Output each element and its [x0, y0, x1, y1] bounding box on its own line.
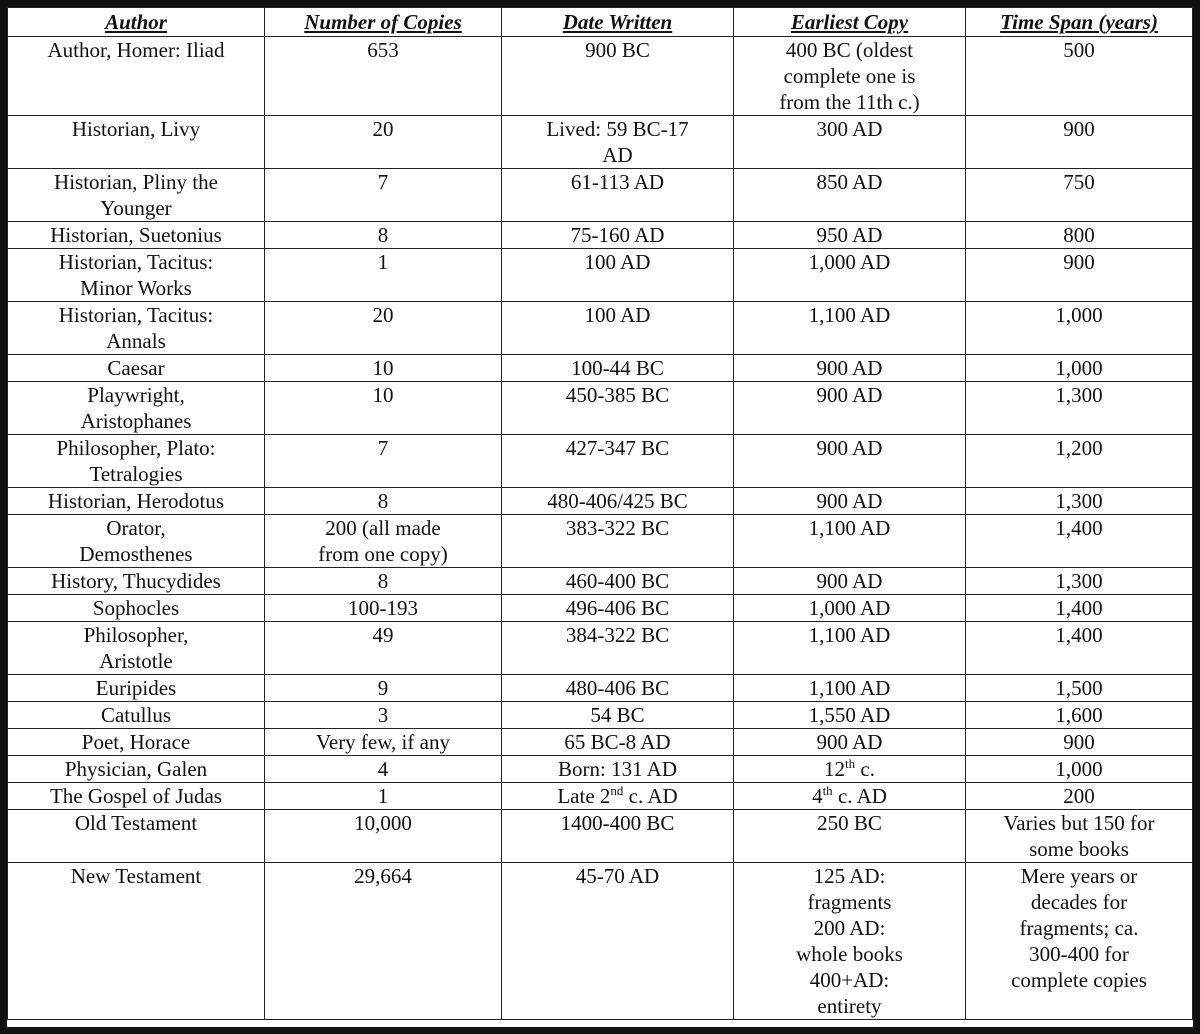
table-row [8, 488, 1193, 515]
cell-line: 400+AD: [809, 968, 890, 992]
cell-line: 100 AD [584, 250, 651, 274]
cell-line: 653 [367, 38, 399, 62]
cell-earliest-copy [734, 595, 966, 622]
cell-earliest-copy [734, 355, 966, 382]
cell-copies [265, 435, 502, 488]
cell-earliest-copy [734, 302, 966, 355]
cell-line: Orator, [106, 516, 166, 540]
cell-line: 49 [372, 623, 394, 647]
cell-time-span [966, 116, 1193, 169]
header-author: Author [8, 8, 265, 37]
header-date-written: Date Written [502, 8, 734, 37]
cell-line: Historian, Pliny the [54, 170, 218, 194]
cell-line: 1,550 AD [808, 703, 891, 727]
cell-time-span [966, 488, 1193, 515]
cell-time-span [966, 169, 1193, 222]
cell-copies [265, 249, 502, 302]
cell-line: 12th c. [824, 756, 875, 781]
cell-line: 450-385 BC [565, 383, 670, 407]
cell-line: 1400-400 BC [560, 811, 675, 835]
cell-line: Aristophanes [80, 409, 192, 433]
cell-author [8, 863, 265, 1020]
cell-line: 1 [377, 784, 389, 808]
cell-line: History, Thucydides [51, 569, 221, 593]
cell-time-span [966, 568, 1193, 595]
cell-line: Historian, Herodotus [47, 489, 225, 513]
table-row [8, 116, 1193, 169]
cell-line: 7 [377, 436, 389, 460]
cell-line: fragments [807, 890, 892, 914]
cell-copies [265, 568, 502, 595]
cell-line: 4 [377, 757, 389, 781]
cell-date-written [502, 675, 734, 702]
cell-line: complete copies [1011, 968, 1147, 992]
cell-date-written [502, 810, 734, 863]
cell-line: Caesar [107, 356, 165, 380]
cell-time-span [966, 37, 1193, 116]
cell-date-written [502, 249, 734, 302]
cell-earliest-copy [734, 222, 966, 249]
cell-date-written [502, 169, 734, 222]
cell-date-written [502, 302, 734, 355]
cell-line: Historian, Tacitus: [58, 303, 214, 327]
cell-time-span [966, 302, 1193, 355]
cell-line: 1,000 [1055, 757, 1103, 781]
table-row [8, 302, 1193, 355]
table-row [8, 729, 1193, 756]
cell-line: 100 AD [584, 303, 651, 327]
cell-line: 75-160 AD [570, 223, 665, 247]
cell-time-span [966, 355, 1193, 382]
cell-copies [265, 169, 502, 222]
cell-copies [265, 756, 502, 783]
table-row [8, 595, 1193, 622]
table-row [8, 169, 1193, 222]
cell-time-span [966, 863, 1193, 1020]
cell-line: 20 [372, 303, 394, 327]
cell-earliest-copy [734, 863, 966, 1020]
cell-line: 250 BC [817, 811, 882, 835]
cell-line: 900 AD [816, 436, 883, 460]
cell-time-span [966, 515, 1193, 568]
table-row [8, 756, 1193, 783]
cell-line: 384-322 BC [565, 623, 670, 647]
cell-line: 100-193 [348, 596, 418, 620]
cell-line: 850 AD [816, 170, 883, 194]
cell-copies [265, 675, 502, 702]
cell-date-written [502, 435, 734, 488]
cell-line: Catullus [100, 703, 171, 727]
table-row [8, 863, 1193, 1020]
cell-line: 900 AD [816, 569, 883, 593]
cell-line: 460-400 BC [565, 569, 670, 593]
cell-line: 300-400 for [1029, 942, 1129, 966]
cell-date-written [502, 863, 734, 1020]
cell-line: 1,500 [1055, 676, 1103, 700]
cell-line: 750 [1063, 170, 1095, 194]
cell-line: Younger [100, 196, 172, 220]
cell-line: 300 AD [816, 117, 883, 141]
cell-copies [265, 702, 502, 729]
cell-line: 8 [377, 569, 389, 593]
cell-earliest-copy [734, 435, 966, 488]
cell-line: 900 AD [816, 730, 883, 754]
cell-line: 383-322 BC [565, 516, 670, 540]
cell-line: Philosopher, Plato: [56, 436, 216, 460]
cell-line: Euripides [95, 676, 177, 700]
cell-time-span [966, 729, 1193, 756]
cell-line: Demosthenes [79, 542, 193, 566]
cell-line: Playwright, [87, 383, 185, 407]
cell-line: 20 [372, 117, 394, 141]
cell-date-written [502, 116, 734, 169]
cell-line: from one copy) [318, 542, 448, 566]
cell-line: 1,100 AD [808, 676, 891, 700]
cell-line: 427-347 BC [565, 436, 670, 460]
cell-author [8, 702, 265, 729]
cell-copies [265, 595, 502, 622]
table-body [8, 37, 1193, 1020]
cell-line: Very few, if any [316, 730, 450, 754]
cell-author [8, 488, 265, 515]
cell-line: 29,664 [354, 864, 412, 888]
cell-copies [265, 515, 502, 568]
cell-line: 8 [377, 489, 389, 513]
cell-earliest-copy [734, 515, 966, 568]
cell-author [8, 302, 265, 355]
cell-line: 900 [1063, 250, 1095, 274]
cell-date-written [502, 783, 734, 810]
cell-copies [265, 622, 502, 675]
header-number-of-copies: Number of Copies [265, 8, 502, 37]
cell-line: 7 [377, 170, 389, 194]
cell-author [8, 355, 265, 382]
cell-time-span [966, 622, 1193, 675]
cell-time-span [966, 756, 1193, 783]
cell-line: 10,000 [354, 811, 412, 835]
cell-time-span [966, 435, 1193, 488]
cell-line: decades for [1030, 890, 1128, 914]
cell-copies [265, 863, 502, 1020]
cell-line: 200 (all made [325, 516, 441, 540]
cell-line: complete one is [783, 64, 916, 88]
cell-line: entirety [817, 994, 882, 1018]
cell-earliest-copy [734, 116, 966, 169]
table-row [8, 568, 1193, 595]
cell-author [8, 568, 265, 595]
cell-line: The Gospel of Judas [49, 784, 223, 808]
cell-author [8, 435, 265, 488]
cell-line: 900 BC [585, 38, 650, 62]
cell-line: Old Testament [74, 811, 198, 835]
cell-line: Annals [106, 329, 166, 353]
cell-line: 900 AD [816, 489, 883, 513]
cell-earliest-copy [734, 488, 966, 515]
cell-line: 1,100 AD [808, 516, 891, 540]
cell-line: 65 BC-8 AD [564, 730, 671, 754]
cell-author [8, 116, 265, 169]
cell-date-written [502, 729, 734, 756]
cell-line: Minor Works [80, 276, 192, 300]
cell-earliest-copy [734, 783, 966, 810]
cell-line: 496-406 BC [565, 596, 670, 620]
cell-line: fragments; ca. [1019, 916, 1139, 940]
cell-copies [265, 355, 502, 382]
cell-author [8, 249, 265, 302]
manuscript-table [7, 7, 1193, 1020]
cell-time-span [966, 222, 1193, 249]
cell-line: 1,000 [1055, 356, 1103, 380]
cell-time-span [966, 382, 1193, 435]
cell-line: 900 AD [816, 383, 883, 407]
table-row [8, 382, 1193, 435]
cell-date-written [502, 355, 734, 382]
cell-line: 1,300 [1055, 569, 1103, 593]
cell-line: 200 AD: [813, 916, 886, 940]
cell-copies [265, 222, 502, 249]
cell-line: 200 [1063, 784, 1095, 808]
cell-earliest-copy [734, 382, 966, 435]
table-row [8, 675, 1193, 702]
cell-line: 1,000 [1055, 303, 1103, 327]
cell-copies [265, 302, 502, 355]
cell-line: Late 2nd c. AD [557, 783, 678, 808]
cell-earliest-copy [734, 729, 966, 756]
cell-date-written [502, 222, 734, 249]
cell-line: 900 AD [816, 356, 883, 380]
cell-line: 1,400 [1055, 516, 1103, 540]
table-row [8, 783, 1193, 810]
cell-line: 61-113 AD [570, 170, 665, 194]
cell-line: 480-406/425 BC [547, 489, 688, 513]
cell-line: Historian, Livy [71, 117, 201, 141]
cell-time-span [966, 783, 1193, 810]
cell-earliest-copy [734, 675, 966, 702]
cell-line: Poet, Horace [81, 730, 191, 754]
cell-line: 900 [1063, 117, 1095, 141]
cell-author [8, 595, 265, 622]
cell-line: whole books [796, 942, 903, 966]
cell-earliest-copy [734, 810, 966, 863]
cell-line: Lived: 59 BC-17 [546, 117, 689, 141]
cell-line: Aristotle [99, 649, 173, 673]
cell-earliest-copy [734, 702, 966, 729]
table-row [8, 622, 1193, 675]
cell-copies [265, 783, 502, 810]
table-row [8, 249, 1193, 302]
cell-line: 900 [1063, 730, 1095, 754]
cell-author [8, 675, 265, 702]
cell-line: 9 [377, 676, 389, 700]
cell-copies [265, 488, 502, 515]
cell-date-written [502, 756, 734, 783]
header-earliest-copy: Earliest Copy [734, 8, 966, 37]
table-row [8, 222, 1193, 249]
header-row [8, 8, 1193, 37]
cell-author [8, 169, 265, 222]
cell-author [8, 382, 265, 435]
cell-line: Sophocles [92, 596, 180, 620]
table-row [8, 515, 1193, 568]
cell-line: 54 BC [590, 703, 645, 727]
cell-line: 1,100 AD [808, 623, 891, 647]
cell-line: Varies but 150 for [1003, 811, 1155, 835]
cell-earliest-copy [734, 249, 966, 302]
cell-time-span [966, 675, 1193, 702]
cell-time-span [966, 810, 1193, 863]
cell-earliest-copy [734, 622, 966, 675]
cell-line: Born: 131 AD [557, 757, 677, 781]
cell-author [8, 810, 265, 863]
table-row [8, 702, 1193, 729]
cell-time-span [966, 249, 1193, 302]
table-row [8, 355, 1193, 382]
cell-earliest-copy [734, 568, 966, 595]
cell-line: 1,600 [1055, 703, 1103, 727]
cell-copies [265, 729, 502, 756]
cell-date-written [502, 702, 734, 729]
cell-line: 1,000 AD [808, 596, 891, 620]
cell-line: 4th c. AD [812, 783, 887, 808]
cell-line: 1 [377, 250, 389, 274]
cell-date-written [502, 515, 734, 568]
cell-line: 400 BC (oldest [785, 38, 914, 62]
cell-line: 45-70 AD [575, 864, 660, 888]
table-row [8, 435, 1193, 488]
cell-line: 1,200 [1055, 436, 1103, 460]
table-row [8, 810, 1193, 863]
cell-time-span [966, 702, 1193, 729]
header-time-span: Time Span (years) [966, 8, 1193, 37]
cell-line: 1,000 AD [808, 250, 891, 274]
cell-date-written [502, 488, 734, 515]
cell-line: 1,400 [1055, 596, 1103, 620]
cell-line: AD [602, 143, 633, 167]
cell-copies [265, 382, 502, 435]
cell-copies [265, 116, 502, 169]
cell-line: Tetralogies [89, 462, 183, 486]
cell-earliest-copy [734, 756, 966, 783]
cell-author [8, 37, 265, 116]
cell-line: 10 [372, 383, 394, 407]
cell-line: Author, Homer: Iliad [47, 38, 225, 62]
cell-author [8, 756, 265, 783]
cell-author [8, 515, 265, 568]
cell-copies [265, 37, 502, 116]
table-row [8, 37, 1193, 116]
cell-line: Philosopher, [83, 623, 189, 647]
cell-line: 10 [372, 356, 394, 380]
cell-date-written [502, 37, 734, 116]
cell-line: 1,100 AD [808, 303, 891, 327]
cell-copies [265, 810, 502, 863]
cell-line: 950 AD [816, 223, 883, 247]
cell-line: from the 11th c.) [779, 90, 920, 114]
cell-line: 125 AD: [813, 864, 886, 888]
cell-line: 3 [377, 703, 389, 727]
cell-earliest-copy [734, 37, 966, 116]
cell-author [8, 729, 265, 756]
cell-line: 800 [1063, 223, 1095, 247]
cell-line: Physician, Galen [64, 757, 208, 781]
cell-line: Mere years or [1020, 864, 1138, 888]
cell-line: 1,400 [1055, 623, 1103, 647]
cell-author [8, 783, 265, 810]
cell-line: some books [1029, 837, 1129, 861]
cell-line: Historian, Tacitus: [58, 250, 214, 274]
cell-date-written [502, 622, 734, 675]
cell-line: New Testament [70, 864, 202, 888]
cell-line: 500 [1063, 38, 1095, 62]
cell-line: 1,300 [1055, 383, 1103, 407]
cell-date-written [502, 595, 734, 622]
cell-date-written [502, 382, 734, 435]
cell-author [8, 222, 265, 249]
cell-line: 8 [377, 223, 389, 247]
cell-author [8, 622, 265, 675]
cell-earliest-copy [734, 169, 966, 222]
cell-date-written [502, 568, 734, 595]
cell-line: Historian, Suetonius [50, 223, 222, 247]
cell-line: 480-406 BC [565, 676, 670, 700]
cell-line: 1,300 [1055, 489, 1103, 513]
cell-line: 100-44 BC [571, 356, 664, 380]
cell-time-span [966, 595, 1193, 622]
